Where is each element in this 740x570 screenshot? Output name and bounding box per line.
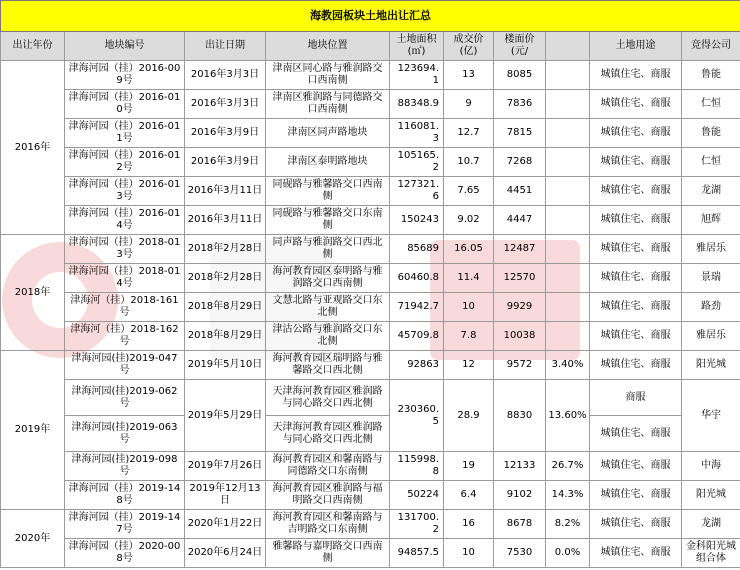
land-use-cell: 城镇住宅、商服: [590, 61, 682, 90]
company-cell: 仁恒: [682, 148, 740, 177]
area-cell: 94857.5: [390, 539, 444, 568]
date-cell: 2020年6月24日: [185, 539, 266, 568]
premium-cell: [546, 322, 590, 351]
location-cell: 海河教育园区泰明路与雅润路交口西南侧: [266, 264, 390, 293]
col-header-area: 土地面积(㎡): [390, 32, 444, 61]
location-cell: 海河教育园区和馨南路与吉明路交口东南侧: [266, 510, 390, 539]
company-cell: 鲁能: [682, 119, 740, 148]
date-cell: 2016年3月9日: [185, 148, 266, 177]
date-cell: 2018年8月29日: [185, 293, 266, 322]
lot-id-cell: 津海河园（挂）2019-147号: [65, 510, 185, 539]
land-use-cell: 城镇住宅、商服: [590, 119, 682, 148]
location-cell: 津沽公路与雅润路交口东北侧: [266, 322, 390, 351]
price-cell: 10.7: [444, 148, 494, 177]
area-cell: 127321.6: [390, 177, 444, 206]
area-cell: 105165.2: [390, 148, 444, 177]
date-cell: 2016年3月3日: [185, 61, 266, 90]
company-cell: 景瑞: [682, 264, 740, 293]
premium-cell: [546, 293, 590, 322]
lot-id-cell: 津海河园（挂）2016-013号: [65, 177, 185, 206]
land-use-cell: 城镇住宅、商服: [590, 206, 682, 235]
location-cell: 津南区泰明路地块: [266, 148, 390, 177]
price-cell: 6.4: [444, 481, 494, 510]
col-header-location: 地块位置: [266, 32, 390, 61]
area-cell: 92863: [390, 351, 444, 380]
premium-cell: [546, 177, 590, 206]
area-cell: 88348.9: [390, 90, 444, 119]
lot-id-cell: 津海河园（挂）2016-009号: [65, 61, 185, 90]
date-cell: 2019年7月26日: [185, 452, 266, 481]
land-use-cell: 城镇住宅、商服: [590, 539, 682, 568]
land-use-cell: 城镇住宅、商服: [590, 481, 682, 510]
floor-price-cell: 12133: [494, 452, 546, 481]
company-cell: 龙湖: [682, 510, 740, 539]
company-cell: 龙湖: [682, 177, 740, 206]
lot-id-cell: 津海河园（挂）2018-014号: [65, 264, 185, 293]
location-cell: 海河教育园区和馨南路与同德路交口东南侧: [266, 452, 390, 481]
price-cell: 16.05: [444, 235, 494, 264]
date-cell: 2020年1月22日: [185, 510, 266, 539]
premium-cell: 3.40%: [546, 351, 590, 380]
lot-id-cell: 津海河园（挂）2019-148号: [65, 481, 185, 510]
location-cell: 津南区雅润路与同德路交口西南侧: [266, 90, 390, 119]
date-cell: 2018年2月28日: [185, 264, 266, 293]
company-cell: 华宇: [682, 380, 740, 452]
floor-price-cell: 4447: [494, 206, 546, 235]
location-cell: 津南区同声路地块: [266, 119, 390, 148]
area-cell: 131700.2: [390, 510, 444, 539]
lot-id-cell: 津海河园(挂)2019-063号: [65, 416, 185, 452]
company-cell: 雅居乐: [682, 235, 740, 264]
price-cell: 7.8: [444, 322, 494, 351]
lot-id-cell: 津海河（挂）2018-162号: [65, 322, 185, 351]
date-cell: 2016年3月11日: [185, 206, 266, 235]
land-use-cell: 城镇住宅、商服: [590, 148, 682, 177]
year-cell: 2018年: [1, 235, 65, 351]
floor-price-cell: 9102: [494, 481, 546, 510]
land-use-cell: 城镇住宅、商服: [590, 293, 682, 322]
land-use-cell: 城镇住宅、商服: [590, 510, 682, 539]
area-cell: 123694.1: [390, 61, 444, 90]
area-cell: 85689: [390, 235, 444, 264]
premium-cell: [546, 61, 590, 90]
location-cell: 海河教育园区瑞明路与雅馨路交口西北侧: [266, 351, 390, 380]
premium-cell: 13.60%: [546, 380, 590, 452]
premium-cell: [546, 206, 590, 235]
land-use-cell: 城镇住宅、商服: [590, 322, 682, 351]
col-header-lot-id: 地块编号: [65, 32, 185, 61]
price-cell: 16: [444, 510, 494, 539]
price-cell: 9: [444, 90, 494, 119]
premium-cell: [546, 90, 590, 119]
date-cell: 2019年12月13日: [185, 481, 266, 510]
area-cell: 230360.5: [390, 380, 444, 452]
land-use-cell: 城镇住宅、商服: [590, 452, 682, 481]
date-cell: 2016年3月9日: [185, 119, 266, 148]
price-cell: 12.7: [444, 119, 494, 148]
company-cell: 仁恒: [682, 90, 740, 119]
price-cell: 11.4: [444, 264, 494, 293]
year-cell: 2019年: [1, 351, 65, 510]
premium-cell: 14.3%: [546, 481, 590, 510]
lot-id-cell: 津海河园（挂）2016-012号: [65, 148, 185, 177]
year-cell: 2020年: [1, 510, 65, 568]
area-cell: 150243: [390, 206, 444, 235]
year-cell: 2016年: [1, 61, 65, 235]
company-cell: 旭辉: [682, 206, 740, 235]
table-title: 海教园板块土地出让汇总: [1, 1, 740, 32]
floor-price-cell: 7268: [494, 148, 546, 177]
lot-id-cell: 津海河园（挂）2018-013号: [65, 235, 185, 264]
land-use-cell: 城镇住宅、商服: [590, 90, 682, 119]
location-cell: 雅馨路与嘉明路交口西南侧: [266, 539, 390, 568]
company-cell: 阳光城: [682, 351, 740, 380]
premium-cell: 8.2%: [546, 510, 590, 539]
lot-id-cell: 津海河（挂）2018-161号: [65, 293, 185, 322]
area-cell: 71942.7: [390, 293, 444, 322]
lot-id-cell: 津海河园（挂）2020-008号: [65, 539, 185, 568]
lot-id-cell: 津海河园（挂）2016-014号: [65, 206, 185, 235]
price-cell: 19: [444, 452, 494, 481]
floor-price-cell: 4451: [494, 177, 546, 206]
location-cell: 同砚路与雅馨路交口东南侧: [266, 206, 390, 235]
area-cell: 45709.8: [390, 322, 444, 351]
location-cell: 同声路与雅润路交口西北侧: [266, 235, 390, 264]
lot-id-cell: 津海河园(挂)2019-062号: [65, 380, 185, 416]
floor-price-cell: 12487: [494, 235, 546, 264]
company-cell: 鲁能: [682, 61, 740, 90]
price-cell: 13: [444, 61, 494, 90]
land-use-cell: 城镇住宅、商服: [590, 351, 682, 380]
floor-price-cell: 9929: [494, 293, 546, 322]
area-cell: 115998.8: [390, 452, 444, 481]
price-cell: 10: [444, 293, 494, 322]
lot-id-cell: 津海河园(挂)2019-098号: [65, 452, 185, 481]
floor-price-cell: 7836: [494, 90, 546, 119]
floor-price-cell: 8678: [494, 510, 546, 539]
land-use-cell: 城镇住宅、商服: [590, 264, 682, 293]
lot-id-cell: 津海河园（挂）2016-011号: [65, 119, 185, 148]
premium-cell: [546, 119, 590, 148]
land-use-cell: 城镇住宅、商服: [590, 235, 682, 264]
land-use-cell: 商服: [590, 380, 682, 416]
price-cell: 9.02: [444, 206, 494, 235]
floor-price-cell: 10038: [494, 322, 546, 351]
land-use-cell: 城镇住宅、商服: [590, 416, 682, 452]
col-header-floor-price: 楼面价(元/: [494, 32, 546, 61]
location-cell: 海河教育园区雅润路与福明路交口西南侧: [266, 481, 390, 510]
company-cell: 中海: [682, 452, 740, 481]
company-cell: 雅居乐: [682, 322, 740, 351]
col-header-company: 竞得公司: [682, 32, 740, 61]
area-cell: 60460.8: [390, 264, 444, 293]
price-cell: 10: [444, 539, 494, 568]
premium-cell: [546, 235, 590, 264]
premium-cell: [546, 148, 590, 177]
floor-price-cell: 8830: [494, 380, 546, 452]
floor-price-cell: 9572: [494, 351, 546, 380]
floor-price-cell: 7530: [494, 539, 546, 568]
floor-price-cell: 7815: [494, 119, 546, 148]
area-cell: 116081.3: [390, 119, 444, 148]
price-cell: 28.9: [444, 380, 494, 452]
area-cell: 50224: [390, 481, 444, 510]
location-cell: 津南区同心路与雅润路交口西南侧: [266, 61, 390, 90]
col-header-year: 出让年份: [1, 32, 65, 61]
company-cell: 金科阳光城组合体: [682, 539, 740, 568]
date-cell: 2019年5月29日: [185, 380, 266, 452]
col-header-land-use: 土地用途: [590, 32, 682, 61]
date-cell: 2018年8月29日: [185, 322, 266, 351]
floor-price-cell: 12570: [494, 264, 546, 293]
lot-id-cell: 津海河园（挂）2016-010号: [65, 90, 185, 119]
date-cell: 2016年3月3日: [185, 90, 266, 119]
date-cell: 2016年3月11日: [185, 177, 266, 206]
floor-price-cell: 8085: [494, 61, 546, 90]
price-cell: 7.65: [444, 177, 494, 206]
company-cell: 路劲: [682, 293, 740, 322]
company-cell: 阳光城: [682, 481, 740, 510]
premium-cell: 26.7%: [546, 452, 590, 481]
premium-cell: 0.0%: [546, 539, 590, 568]
col-header-date: 出让日期: [185, 32, 266, 61]
date-cell: 2018年2月28日: [185, 235, 266, 264]
location-cell: 天津海河教育园区雅润路与同心路交口西北侧: [266, 416, 390, 452]
land-use-cell: 城镇住宅、商服: [590, 177, 682, 206]
col-header-price: 成交价(亿): [444, 32, 494, 61]
lot-id-cell: 津海河园(挂)2019-047号: [65, 351, 185, 380]
col-header-premium: [546, 32, 590, 61]
date-cell: 2019年5月10日: [185, 351, 266, 380]
location-cell: 天津海河教育园区雅润路与同心路交口西北侧: [266, 380, 390, 416]
premium-cell: [546, 264, 590, 293]
price-cell: 12: [444, 351, 494, 380]
location-cell: 同砚路与雅馨路交口西南侧: [266, 177, 390, 206]
location-cell: 文慧北路与亚观路交口东北侧: [266, 293, 390, 322]
